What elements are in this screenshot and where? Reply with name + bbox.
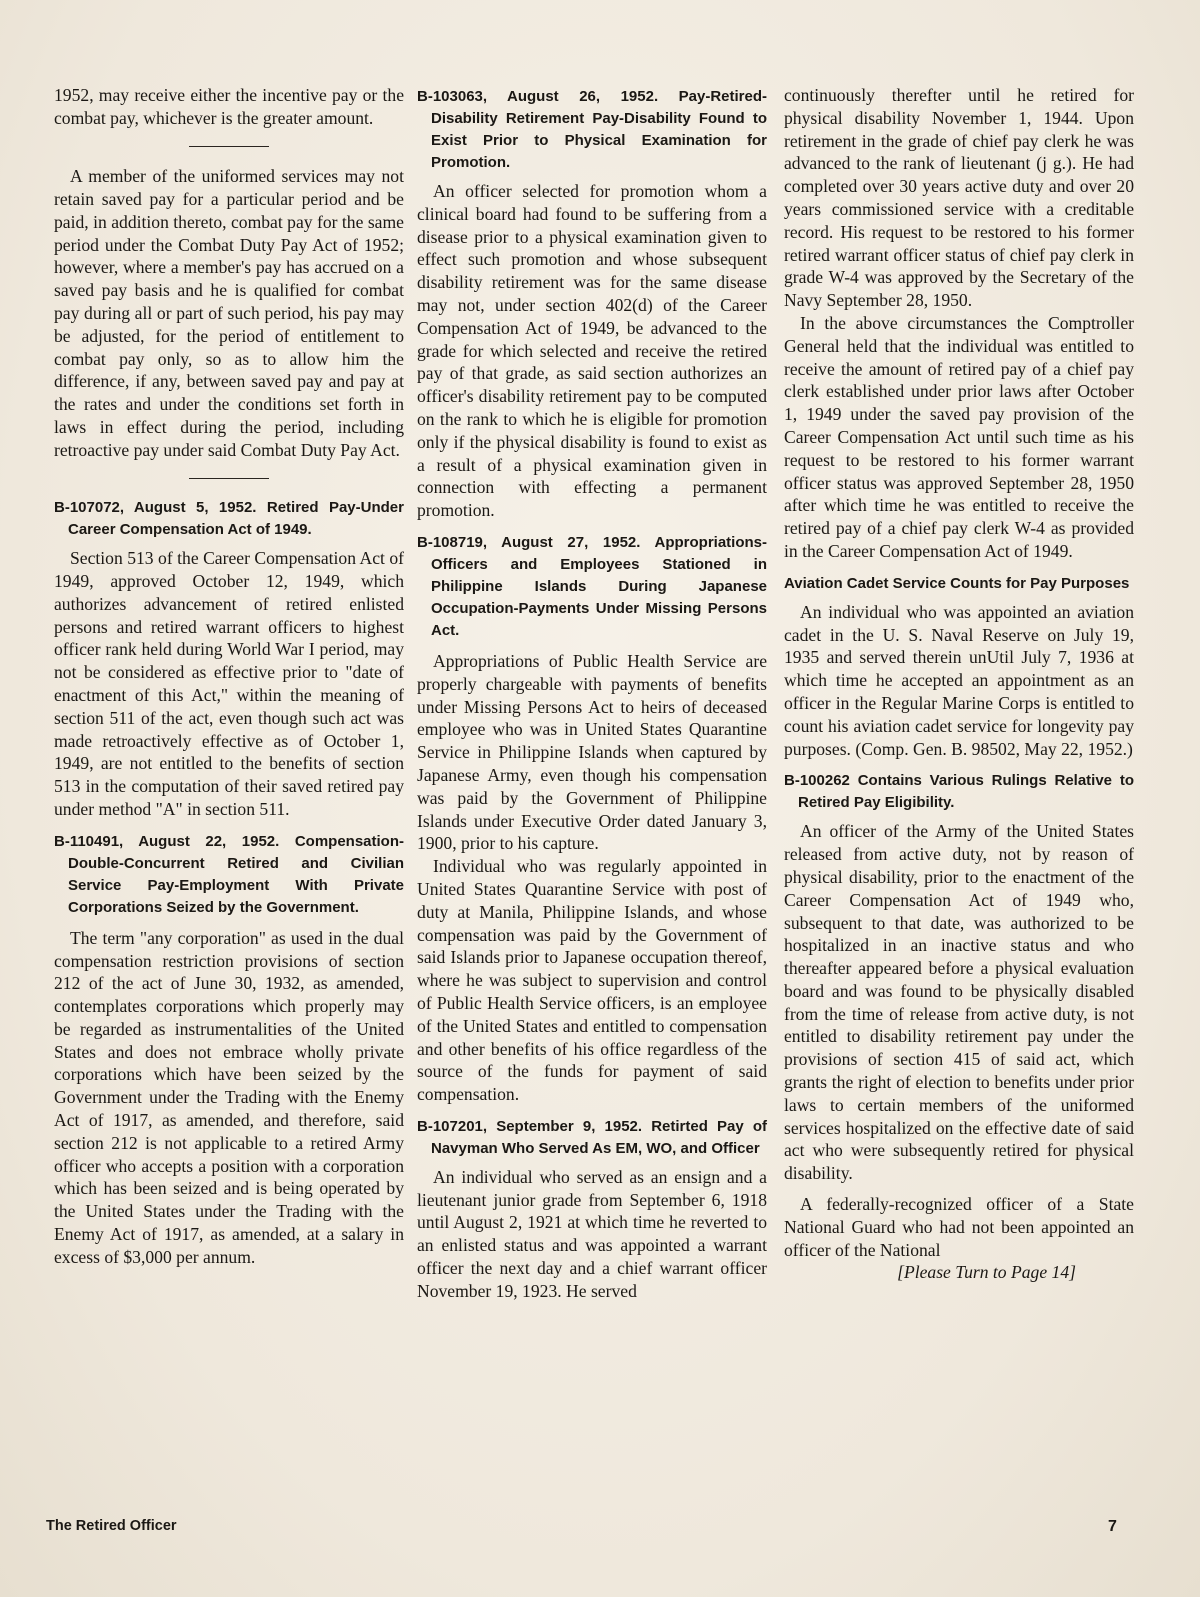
- paragraph: An officer of the Army of the United States released from active duty, not by reason of physical disability, prior to the enactment of the Career Compensation Act of 1949 who, subsequent to that date, was authorized to be hospitalized in an inactive status and who thereafter appeared before a physical evaluation board and was found to be physically disabled from the time of release from active duty, is not entitled to disability retirement pay under the provisions of section 415 of said act, which grants the right of election to benefits under prior laws to certain members of the uniformed services hospitalized on the effective date of said act who were subsequently retired for physical disability.: [784, 821, 1134, 1184]
- ruling-heading: B-107072, August 5, 1952. Retired Pay-Under Career Compensation Act of 1949.: [54, 499, 404, 539]
- ruling-heading: B-110491, August 22, 1952. Compensation-Double-Concurrent Retired and Civilian Service Pay-Employment With Private Corporations Seized by the Government.: [54, 832, 404, 916]
- ruling-heading: B-100262 Contains Various Rulings Relative to Retired Pay Eligibility.: [784, 772, 1134, 812]
- page-number: 7: [1108, 1518, 1117, 1535]
- column-middle: [417, 84, 767, 1303]
- paragraph: An individual who was appointed an aviation cadet in the U. S. Naval Reserve on July 19, 1935 and served therein unUtil July 7, 1936 at which time he accepted an appointment as an officer in the Regular Marine Corps is entitled to count his aviation cadet service for longevity pay purposes. (Comp. Gen. B. 98502, May 22, 1952.): [784, 601, 1134, 759]
- paragraph: Section 513 of the Career Compensation Act of 1949, approved October 12, 1949, which authorizes advancement of retired enlisted persons and retired warrant officers to highest officer rank held during World War I period, may not be considered as effective prior to "date of enactment of this Act," within the meaning of section 511 of the act, even though such act was made retroactively effective as of October 1, 1949, are not entitled to the benefits of section 513 in the computation of their saved retired pay under method "A" in section 511.: [54, 548, 404, 819]
- ruling-heading: B-103063, August 26, 1952. Pay-Retired-Disability Retirement Pay-Disability Found to Exist Prior to Physical Examination for Promotion.: [417, 88, 767, 171]
- divider: [189, 478, 269, 480]
- column-left: [54, 84, 404, 1269]
- paragraph: Individual who was regularly appointed in United States Quarantine Service with post of duty at Manila, Philippine Islands, and whose compensation was paid by the Government of said Islands prior to Japanese occupation thereof, where he was subject to supervision and control of Public Health Service officers, is an employee of the United States and entitled to compensation and other benefits of his office regardless of the source of the funds for payment of said compensation.: [417, 856, 767, 1105]
- paragraph: A federally-recognized officer of a State National Guard who had not been appointed an officer of the National: [784, 1194, 1134, 1260]
- paragraph: In the above circumstances the Comptroller General held that the individual was entitled to receive the amount of retired pay of a chief pay clerk established under prior laws after October 1, 1949 under the saved pay provision of the Career Compensation Act until such time as his request to be restored to his former warrant officer status was approved September 28, 1950 after which time he was entitled to receive the retired pay of a chief pay clerk W-4 as provided in the Career Compensation Act of 1949.: [784, 312, 1134, 561]
- ruling-heading: Aviation Cadet Service Counts for Pay Purposes: [784, 574, 1130, 592]
- paragraph: 1952, may receive either the incentive pay or the combat pay, whichever is the greater amount.: [54, 85, 404, 128]
- ruling-heading: B-107201, September 9, 1952. Retirted Pay of Navyman Who Served As EM, WO, and Officer: [417, 1117, 767, 1157]
- paragraph: Appropriations of Public Health Service are properly chargeable with payments of benefits under Missing Persons Act to heirs of deceased employee who was in United States Quarantine Service in Philippine Islands when captured by Japanese Army, even though his compensation was paid by the Government of Philippine Islands under Executive Order dated January 3, 1900, prior to his capture.: [417, 650, 767, 854]
- continued-note: [Please Turn to Page 14]: [897, 1262, 1076, 1283]
- paragraph: An individual who served as an ensign and a lieutenant junior grade from September 6, 1918 until August 2, 1921 at which time he reverted to an enlisted status and was appointed a warrant officer the next day and a chief warrant officer November 19, 1923. He served: [417, 1166, 767, 1301]
- paragraph: A member of the uniformed services may not retain saved pay for a particular period and be paid, in addition thereto, combat pay for the same period under the Combat Duty Pay Act of 1952; however, where a member's pay has accrued on a saved pay basis and he is qualified for combat pay during all or part of such period, his pay may be adjusted, for the period of entitlement to combat pay only, so as to allow him the difference, if any, between saved pay and pay at the rates and under the conditions set forth in laws in effect during the period, including retroactive pay under said Combat Duty Pay Act.: [54, 166, 404, 460]
- paragraph: continuously therefter until he retired for physical disability November 1, 1944. Upon retirement in the grade of chief pay clerk he was advanced to the rank of lieutenant (j g.). He had completed over 30 years active duty and over 20 years commissioned service with a creditable record. His request to be restored to his former retired warrant officer status of chief pay clerk in grade W-4 was approved by the Secretary of the Navy September 28, 1950.: [784, 85, 1134, 311]
- paragraph: The term "any corporation" as used in the dual compensation restriction provisions of section 212 of the act of June 30, 1932, as amended, contemplates corporations which properly may be regarded as instrumentalities of the United States and does not embrace wholly private corporations which have been seized by the Government under the Trading with the Enemy Act of 1917, as amended, and therefore, said section 212 is not applicable to a retired Army officer who accepts a position with a corporation which has been seized and is being operated by the United States under the Trading with the Enemy Act of 1917, as amended, at a salary in excess of $3,000 per annum.: [54, 927, 404, 1267]
- divider: [189, 146, 269, 148]
- column-right: [784, 84, 1134, 1284]
- publication-name: The Retired Officer: [46, 1518, 177, 1534]
- ruling-heading: B-108719, August 27, 1952. Appropriations-Officers and Employees Stationed in Philippine Islands During Japanese Occupation-Payments Under Missing Persons Act.: [417, 533, 767, 639]
- paragraph: An officer selected for promotion whom a clinical board had found to be suffering from a disease prior to a physical examination given to effect such promotion and whose subsequent disability retirement was for the same disease may not, under section 402(d) of the Career Compensation Act of 1949, be advanced to the grade for which selected and receive the retired pay of that grade, as said section authorizes an officer's disability retirement pay to be computed on the rank to which he is eligible for promotion only if the physical disability is found to exist as a result of a physical examination given in connection with effecting a permanent promotion.: [417, 181, 767, 521]
